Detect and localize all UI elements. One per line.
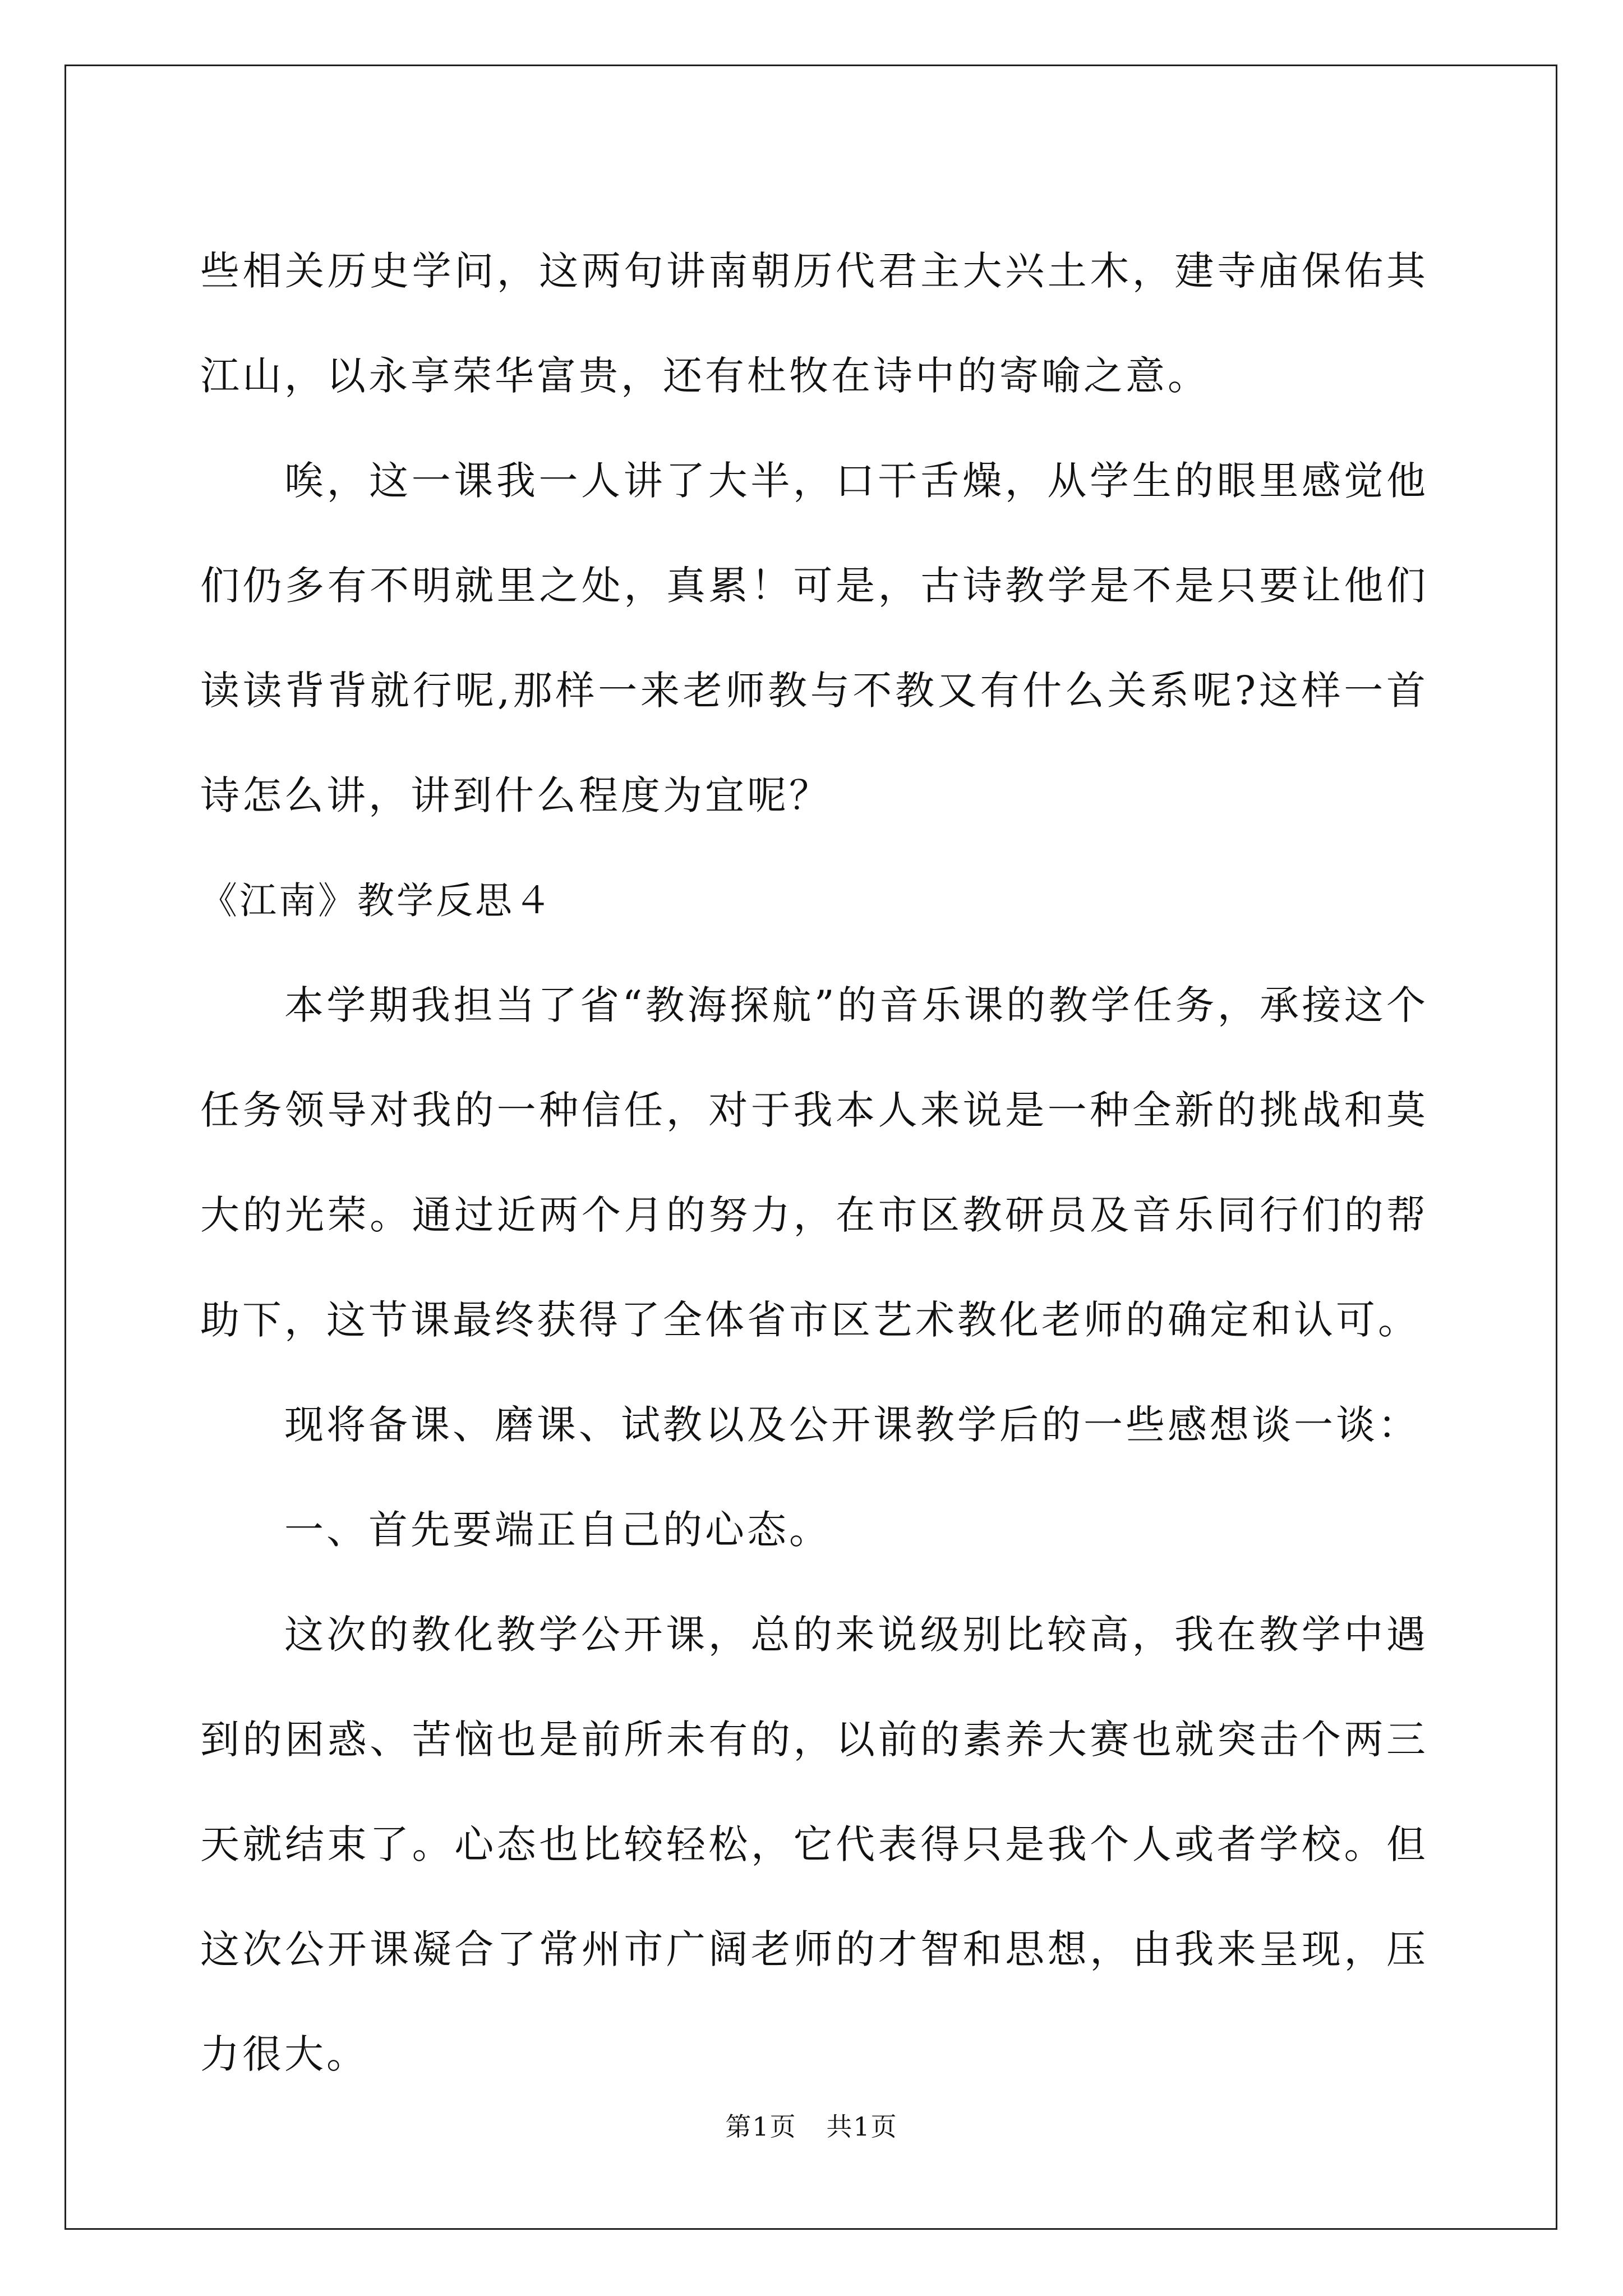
page-number: 第1页 — [725, 2111, 797, 2142]
page-total: 共1页 — [826, 2111, 898, 2142]
paragraph-detail: 这次的教化教学公开课，总的来说级别比较高，我在教学中遇到的困惑、苦恼也是前所未有的，以前的素养大赛也就突击个两三天就结束了。心态也比较轻松，它代表得只是我个人或者学校。但这次公开课凝合了常州市广阔老师的才智和思想，由我来呈现，压力很大。 — [200, 1612, 1428, 2077]
document-body — [200, 219, 1428, 2107]
paragraph-continuation: 些相关历史学问，这两句讲南朝历代君主大兴土木，建寺庙保佑其江山，以永享荣华富贵，还有杜牧在诗中的寄喻之意。 — [200, 248, 1428, 399]
paragraph-summary-lead: 现将备课、磨课、试教以及公开课教学后的一些感想谈一谈： — [284, 1402, 1420, 1448]
page-footer — [0, 2106, 1623, 2143]
section-heading: 《江南》教学反思４ — [200, 879, 554, 922]
paragraph-point-one: 一、首先要端正自己的心态。 — [284, 1507, 831, 1553]
paragraph-intro: 本学期我担当了省“教海探航”的音乐课的教学任务，承接这个任务领导对我的一种信任，对于我本人来说是一种全新的挑战和莫大的光荣。通过近两个月的努力，在市区教研员及音乐同行们的帮助下，这节课最终获得了全体省市区艺术教化老师的确定和认可。 — [200, 982, 1428, 1343]
paragraph-reflection: 唉，这一课我一人讲了大半，口干舌燥，从学生的眼里感觉他们仍多有不明就里之处，真累！可是，古诗教学是不是只要让他们读读背背就行呢,那样一来老师教与不教又有什么关系呢?这样一首诗怎么讲，讲到什么程度为宜呢？ — [200, 458, 1428, 818]
